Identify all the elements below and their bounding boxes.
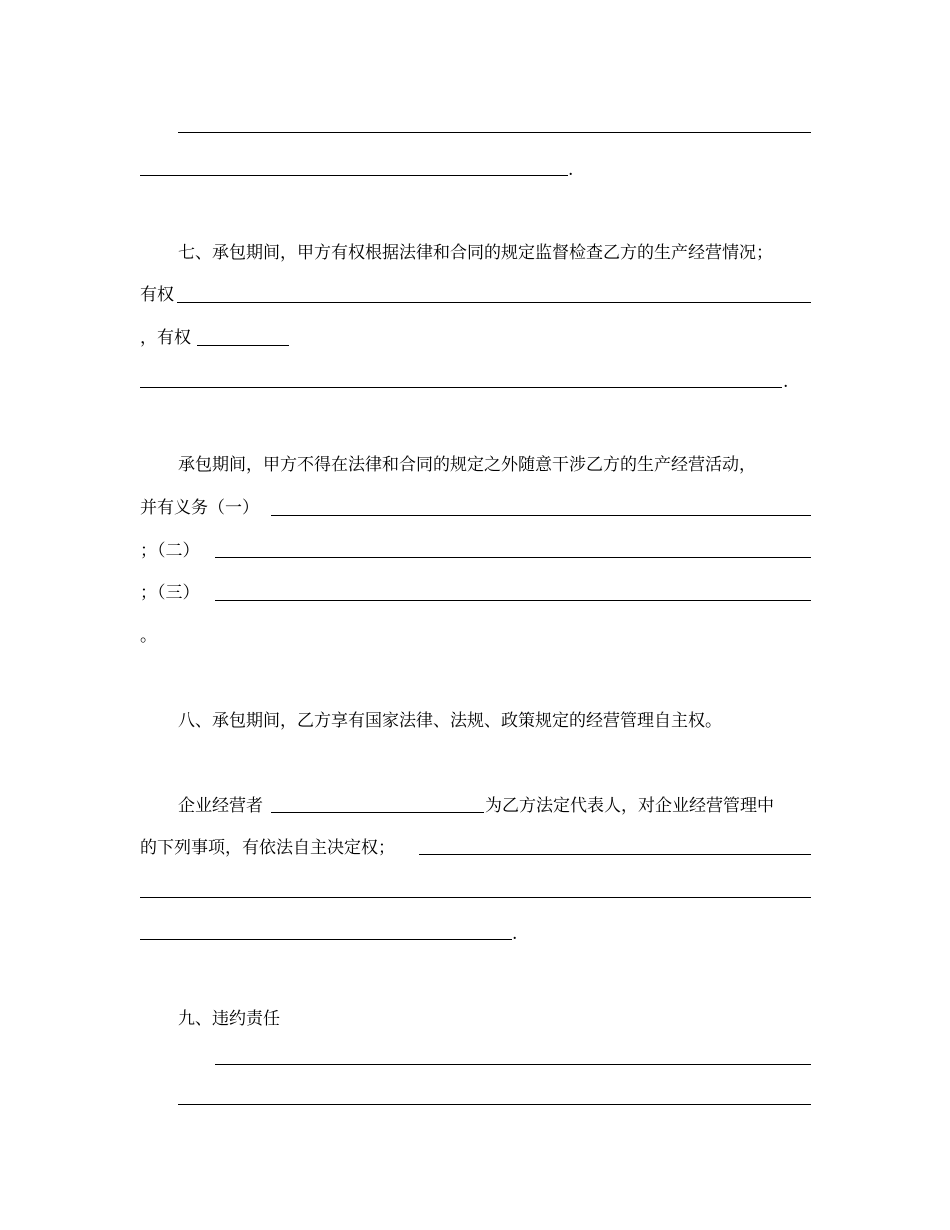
duty-2-label: ；（二） [140, 541, 200, 561]
duty-3-label: ；（三） [140, 583, 200, 603]
section-8-heading-line: 八、承包期间，乙方享有国家法律、法规、政策规定的经营管理自主权。 [178, 711, 722, 731]
decision-rights-label: 的下列事项，有依法自主决定权； [140, 838, 395, 858]
section-7-right-label: 有权 [140, 285, 174, 305]
blank-line [178, 1104, 811, 1105]
blank-line [178, 132, 811, 133]
blank-line [215, 557, 811, 558]
blank-line [140, 175, 568, 176]
blank-line [419, 854, 811, 855]
blank-line [140, 939, 512, 940]
operator-role-text: 为乙方法定代表人，对企业经营管理中 [485, 796, 774, 816]
duties-intro-line: 承包期间，甲方不得在法律和合同的规定之外随意干涉乙方的生产经营活动， [178, 455, 756, 475]
section-9-heading: 九、违约责任 [178, 1009, 280, 1029]
blank-line [140, 387, 782, 388]
section-7-heading-line: 七、承包期间，甲方有权根据法律和合同的规定监督检查乙方的生产经营情况； [178, 243, 773, 263]
period: . [783, 372, 789, 392]
blank-line [271, 812, 484, 813]
operator-label: 企业经营者 [178, 796, 263, 816]
period: . [568, 160, 574, 180]
period: . [512, 924, 518, 944]
blank-line [215, 600, 811, 601]
end-mark: 。 [140, 626, 157, 646]
blank-line [140, 897, 811, 898]
blank-line [271, 515, 811, 516]
blank-line [215, 1064, 811, 1065]
blank-line [197, 345, 289, 346]
blank-line [177, 302, 811, 303]
duty-1-label: 并有义务（一） [140, 498, 259, 518]
section-7-right-label-2: ，有权 [140, 328, 191, 348]
